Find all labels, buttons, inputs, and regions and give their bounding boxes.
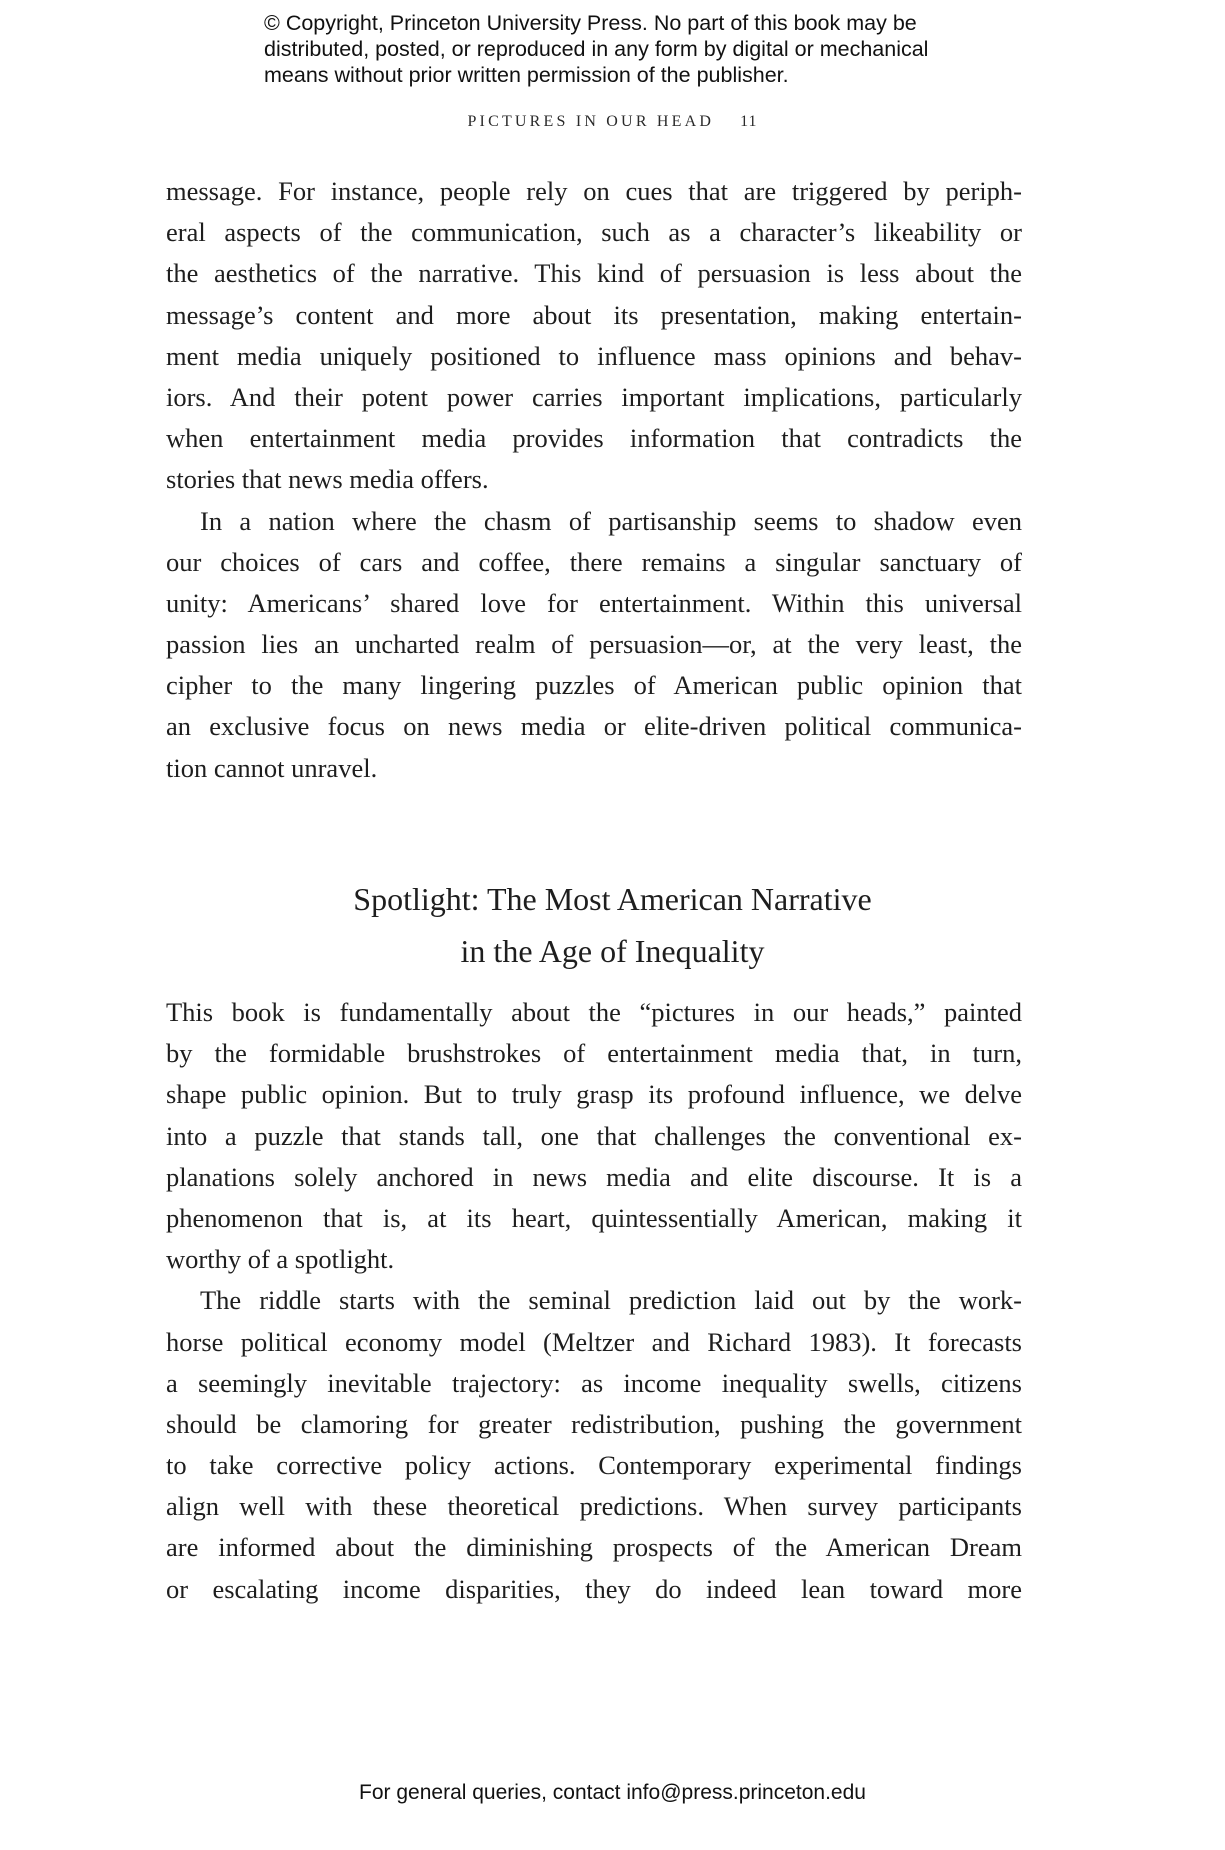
text-line: The riddle starts with the seminal prediction laid out by the work- [200, 1285, 1022, 1316]
copyright-notice [264, 10, 984, 88]
text-line: align well with these theoretical predictions. When survey participants [166, 1491, 1022, 1522]
text-line: passion lies an uncharted realm of persuasion—or, at the very least, the [166, 629, 1022, 660]
text-line: In a nation where the chasm of partisanship seems to shadow even [200, 505, 1022, 536]
text-line: a seemingly inevitable trajectory: as income inequality swells, citizens [166, 1367, 1022, 1398]
paragraph [166, 171, 1022, 501]
text-line: ment media uniquely positioned to influence mass opinions and behav- [166, 340, 1022, 371]
text-line: This book is fundamentally about the “pictures in our heads,” painted [166, 997, 1022, 1027]
section-heading-line: in the Age of Inequality [460, 933, 765, 969]
text-line: shape public opinion. But to truly grasp its profound influence, we delve [166, 1079, 1022, 1110]
text-line: cipher to the many lingering puzzles of American public opinion that [166, 670, 1022, 701]
text-line: the aesthetics of the narrative. This kind of persuasion is less about the [166, 258, 1022, 289]
contact-footer: For general queries, contact info@press.princeton.edu [359, 1781, 866, 1804]
running-head [0, 113, 1225, 131]
text-line: message. For instance, people rely on cues that are triggered by periph- [166, 176, 1022, 206]
text-line: worthy of a spotlight. [166, 1244, 395, 1275]
text-line: eral aspects of the communication, such as a character’s likeability or [166, 217, 1022, 248]
copyright-line: means without prior written permission of the publisher. [264, 63, 789, 87]
text-line: when entertainment media provides information that contradicts the [166, 423, 1022, 454]
paragraph [166, 501, 1022, 789]
text-line: planations solely anchored in news media and elite discourse. It is a [166, 1161, 1022, 1192]
copyright-line: © Copyright, Princeton University Press. No part of this book may be [264, 11, 917, 35]
running-head-title: PICTURES IN OUR HEAD [467, 113, 715, 130]
text-line: tion cannot unravel. [166, 752, 378, 783]
section-heading-line: Spotlight: The Most American Narrative [353, 881, 872, 917]
text-line: or escalating income disparities, they do indeed lean toward more [166, 1573, 1022, 1604]
text-line: message’s content and more about its presentation, making entertain- [166, 299, 1022, 330]
body-text-bottom [166, 992, 1022, 1610]
text-line: by the formidable brushstrokes of entertainment media that, in turn, [166, 1038, 1022, 1069]
text-line: to take corrective policy actions. Contemporary experimental findings [166, 1450, 1022, 1481]
text-line: into a puzzle that stands tall, one that challenges the conventional ex- [166, 1120, 1022, 1151]
text-line: an exclusive focus on news media or elite-driven political communica- [166, 711, 1022, 742]
text-line: stories that news media offers. [166, 464, 489, 495]
paragraph [166, 1280, 1022, 1610]
page-number: 11 [740, 113, 758, 130]
paragraph [166, 992, 1022, 1280]
text-line: should be clamoring for greater redistribution, pushing the government [166, 1408, 1022, 1439]
body-text-top [166, 171, 1022, 789]
text-line: unity: Americans’ shared love for entertainment. Within this universal [166, 587, 1022, 618]
section-heading [0, 873, 1225, 977]
text-line: are informed about the diminishing prospects of the American Dream [166, 1532, 1022, 1563]
text-line: iors. And their potent power carries important implications, particularly [166, 381, 1022, 412]
text-line: horse political economy model (Meltzer and Richard 1983). It forecasts [166, 1326, 1022, 1357]
copyright-line: distributed, posted, or reproduced in any form by digital or mechanical [264, 37, 929, 61]
text-line: our choices of cars and coffee, there remains a singular sanctuary of [166, 546, 1022, 577]
text-line: phenomenon that is, at its heart, quintessentially American, making it [166, 1202, 1022, 1233]
